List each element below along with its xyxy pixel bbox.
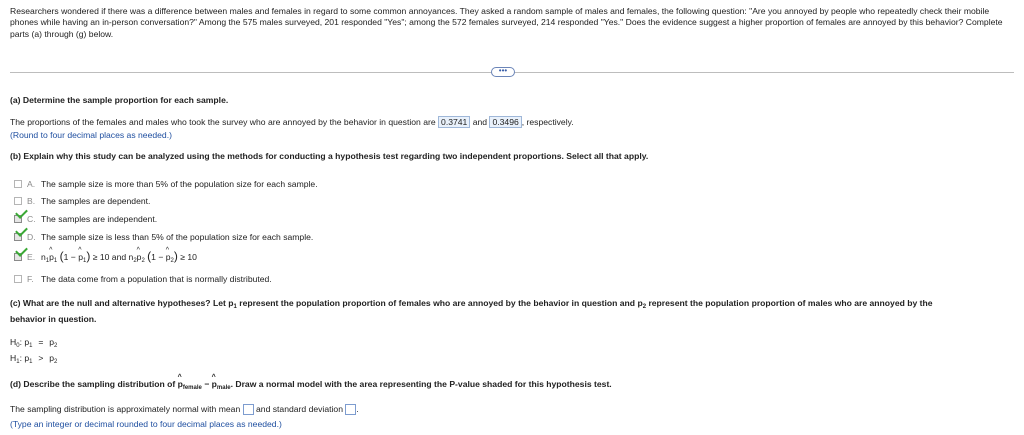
and-text: and [472,117,488,127]
part-d-heading: (d) Describe the sampling distribution of ^ $p_{female}$ − ^ $p_{male}$. Draw a normal model with the area representing the P-value shaded for this hypothesis test. [10,379,612,391]
part-a-hint: (Round to four decimal places as needed.) [10,130,172,140]
option-letter: D. [27,231,36,242]
part-d-answer-line: The sampling distribution is approximately normal with mean and standard deviation . [10,404,359,414]
option-b[interactable] [14,194,150,207]
option-text: The sample size is less than 5% of the population size for each sample. [41,231,314,242]
option-letter: C. [27,213,36,224]
checkbox-option-a[interactable] [14,180,22,188]
option-f[interactable] [14,272,272,285]
checkmark-icon [15,244,28,257]
option-c[interactable] [14,212,157,225]
expand-button[interactable]: ••• [491,67,515,77]
null-hypothesis: $H_0$: $p_1 = p_2$ [10,337,58,349]
option-letter: E. [27,251,36,262]
checkbox-option-e[interactable] [14,253,22,261]
checkbox-option-d[interactable] [14,233,22,241]
female-proportion-answer[interactable]: 0.3741 [438,116,470,128]
part-b-heading: (b) Explain why this study can be analyzed using the methods for conducting a hypothesis test regarding two independent proportions. Select all that apply. [10,151,649,161]
checkmark-icon [15,224,28,237]
checkbox-option-f[interactable] [14,275,22,283]
part-a-answer-line [10,116,574,128]
option-letter: F. [27,273,34,284]
option-e[interactable] [14,250,197,263]
alternative-operator-select[interactable]: > [38,353,44,363]
checkmark-icon [15,206,28,219]
checkbox-option-b[interactable] [14,197,22,205]
part-a-sentence-start: The proportions of the females and males who took the survey who are annoyed by the behavior in question are [10,117,436,127]
male-proportion-answer[interactable]: 0.3496 [489,116,521,128]
part-d-hint: (Type an integer or decimal rounded to four decimal places as needed.) [10,419,282,429]
option-text: The samples are dependent. [41,195,151,206]
part-a-sentence-end: , respectively. [521,117,574,127]
option-e-formula: $n_1\^{}$ $p_1$ (1 − ^ $p_1) \ge 10$ and $n_2\^{}$ $p_2$ (1 − ^ $p_2) \ge 10$ [41,249,197,264]
standard-deviation-input[interactable] [345,404,356,415]
option-d[interactable] [14,230,313,243]
part-c-heading: (c) What are the null and alternative hypotheses? Let $p_1$ represent the population proportion of females who are annoyed by the behavior in question and $p_2$ represent the population proportion of males who are annoyed by the behavior in question. [10,298,933,324]
alternative-hypothesis: $H_1$: $p_1 > p_2$ [10,353,58,365]
option-text: The sample size is more than 5% of the population size for each sample. [41,178,318,189]
null-operator-select[interactable]: = [38,337,44,347]
option-text: The samples are independent. [41,213,158,224]
option-a[interactable] [14,177,318,190]
option-letter: B. [27,195,36,206]
option-letter: A. [27,178,36,189]
checkbox-option-c[interactable] [14,215,22,223]
part-a-heading: (a) Determine the sample proportion for each sample. [10,95,229,105]
mean-input[interactable] [243,404,254,415]
problem-statement: Researchers wondered if there was a difference between males and females in regard to some common annoyances. They asked a random sample of males and females, the following question: "Are you annoyed by people who repeatedly check their mobile phones while having an in-person conversation?" Among the 575 males surveyed, 201 responded "Yes"; among the 572 females surveyed, 214 responded "Yes." Does the evidence suggest a higher proportion of females are annoyed by this behavior? Complete parts (a) through (g) below. [10,6,1003,39]
option-text: The data come from a population that is normally distributed. [41,273,272,284]
